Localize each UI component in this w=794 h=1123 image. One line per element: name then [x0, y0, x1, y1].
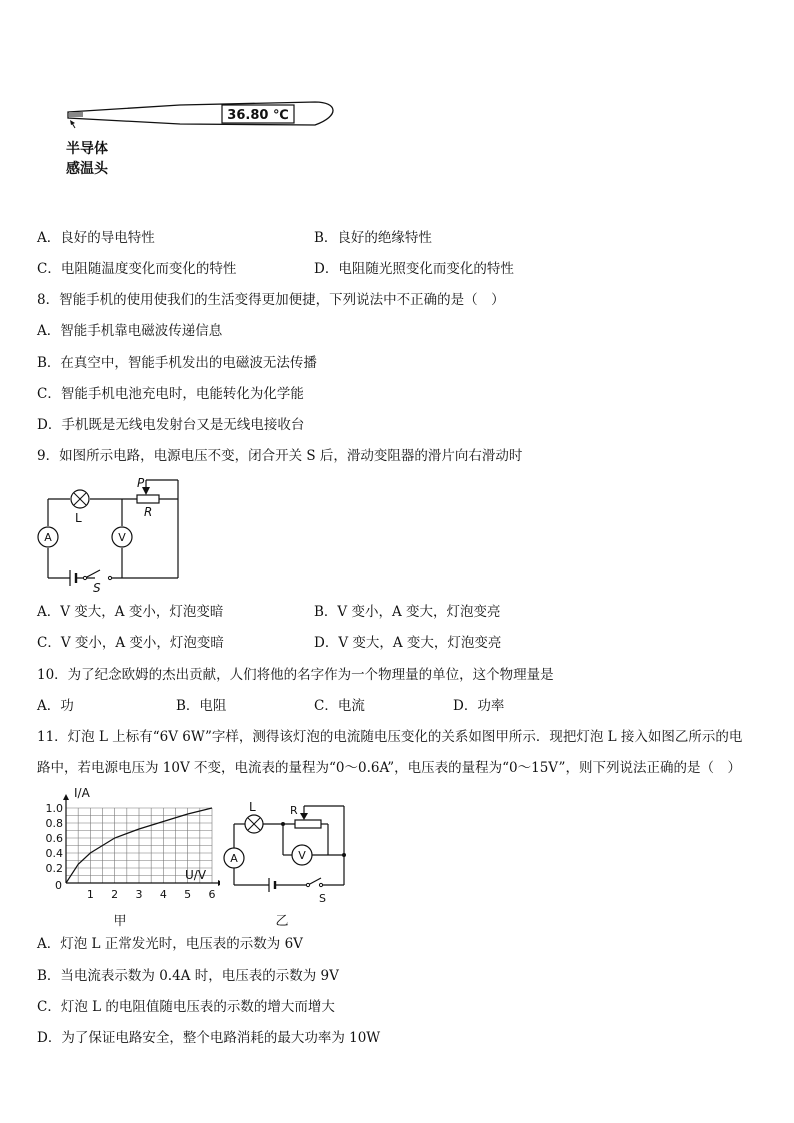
- q8-option-a: A．智能手机靠电磁波传递信息: [37, 323, 223, 339]
- chart-origin-label: 0: [55, 879, 62, 892]
- q11-option-a: A．灯泡 L 正常发光时，电压表的示数为 6V: [37, 936, 303, 952]
- q11-stem-line1: 11．灯泡 L 上标有“6V 6W”字样，测得该灯泡的电流随电压变化的关系如图甲所示．现把灯泡 L 接入如图乙所示的电: [37, 729, 743, 745]
- x-tick-label: 5: [184, 888, 192, 901]
- q8-option-c: C．智能手机电池充电时，电能转化为化学能: [37, 386, 304, 402]
- chart-ylabel: I/A: [74, 786, 90, 800]
- thermometer-reading: 36.80 ℃: [227, 108, 289, 123]
- y-tick-label: 0.8: [45, 817, 63, 830]
- q11-label-ammeter: A: [230, 852, 238, 865]
- q9-switch-symbol: [108, 576, 111, 579]
- q7-option-c: C．电阻随温度变化而变化的特性: [37, 261, 237, 277]
- q11-option-b: B．当电流表示数为 0.4A 时，电压表的示数为 9V: [37, 968, 339, 984]
- q11-resistor-symbol: [295, 820, 321, 828]
- q9-option-c: C．V 变小，A 变小，灯泡变暗: [37, 635, 224, 651]
- q8-stem: 8．智能手机的使用使我们的生活变得更加便捷，下列说法中不正确的是（ ）: [37, 292, 505, 308]
- q9-label-voltmeter: V: [118, 531, 126, 544]
- y-tick-label: 0.6: [45, 832, 63, 845]
- q11-stem-line2: 路中，若电源电压为 10V 不变，电流表的量程为“0～0.6A”，电压表的量程为“0～15V”，则下列说法正确的是（ ）: [37, 760, 741, 776]
- q9-option-d: D．V 变大，A 变大，灯泡变亮: [314, 635, 502, 651]
- y-tick-label: 0.4: [45, 847, 63, 860]
- x-tick-label: 1: [86, 888, 94, 901]
- q8-option-d: D．手机既是无线电发射台又是无线电接收台: [37, 417, 305, 433]
- x-tick-label: 3: [135, 888, 143, 901]
- q9-stem: 9．如图所示电路，电源电压不变，闭合开关 S 后，滑动变阻器的滑片向右滑动时: [37, 448, 523, 464]
- q11-circuit-caption: 乙: [275, 914, 289, 929]
- q9-circuit-diagram: [30, 474, 190, 594]
- q9-label-resistor: R: [144, 505, 153, 519]
- q11-option-d: D．为了保证电路安全，整个电路消耗的最大功率为 10W: [37, 1030, 381, 1046]
- q11-option-c: C．灯泡 L 的电阻值随电压表的示数的增大而增大: [37, 999, 335, 1015]
- q9-option-a: A．V 变大，A 变小，灯泡变暗: [37, 604, 224, 620]
- q9-label-lamp: L: [75, 511, 82, 525]
- y-tick-label: 0.2: [45, 862, 63, 875]
- y-tick-label: 1.0: [45, 802, 63, 815]
- chart-xlabel: U/V: [185, 868, 207, 882]
- q10-stem: 10．为了纪念欧姆的杰出贡献，人们将他的名字作为一个物理量的单位，这个物理量是: [37, 667, 554, 683]
- x-tick-label: 4: [159, 888, 167, 901]
- q7-option-d: D．电阻随光照变化而变化的特性: [314, 261, 514, 277]
- q7-option-a: A．良好的导电特性: [37, 230, 155, 246]
- q11-graph-caption: 甲: [113, 914, 127, 929]
- q10-option-a: A．功: [37, 698, 74, 714]
- q8-option-b: B．在真空中，智能手机发出的电磁波无法传播: [37, 355, 317, 371]
- q11-label-switch: S: [319, 892, 326, 905]
- q11-label-voltmeter: V: [298, 849, 306, 862]
- q9-label-slider: P: [137, 476, 145, 490]
- thermometer-figure: [60, 92, 350, 137]
- x-tick-label: 6: [208, 888, 216, 901]
- q10-option-d: D．功率: [453, 698, 505, 714]
- q9-option-b: B．V 变小，A 变大，灯泡变亮: [314, 604, 501, 620]
- q11-label-resistor: R: [290, 804, 298, 817]
- q7-option-b: B．良好的绝缘特性: [314, 230, 432, 246]
- q11-label-lamp: L: [249, 800, 256, 814]
- q11-circuit-diagram: [220, 798, 360, 933]
- q9-label-ammeter: A: [44, 531, 52, 544]
- q9-label-switch: S: [93, 581, 101, 594]
- q10-option-c: C．电流: [314, 698, 365, 714]
- q11-iu-graph: [30, 783, 220, 933]
- q9-resistor-symbol: [137, 495, 159, 503]
- x-tick-label: 2: [111, 888, 119, 901]
- q10-option-b: B．电阻: [176, 698, 227, 714]
- y-axis-arrow: [63, 794, 69, 800]
- probe-label-line1: 半导体: [66, 141, 108, 157]
- q11-switch-symbol: [319, 883, 322, 886]
- probe-label-line2: 感温头: [66, 161, 108, 177]
